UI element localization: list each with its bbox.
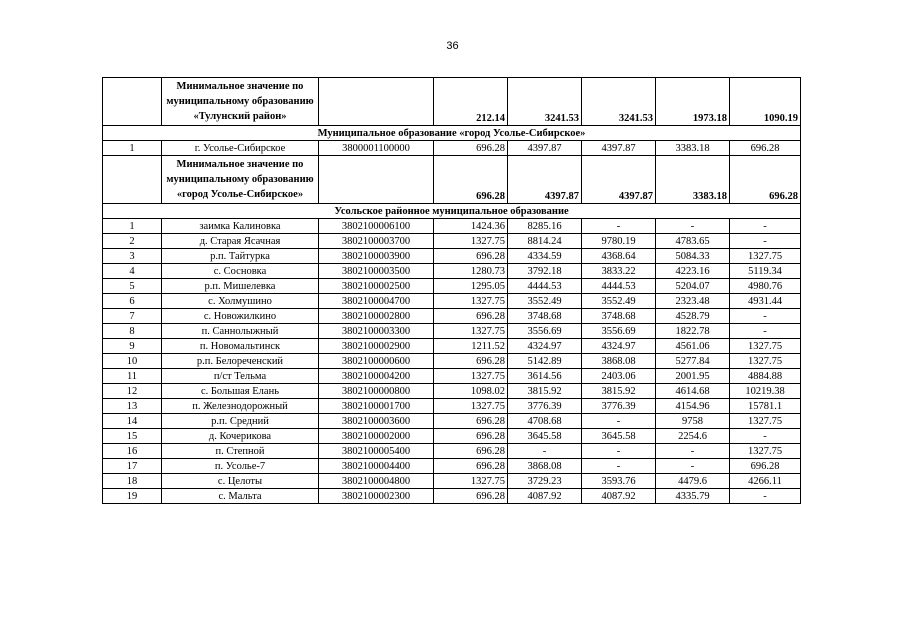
value-cell: 3552.49 (582, 294, 656, 309)
section-title: Муниципальное образование «город Усолье-Сибирское» (103, 126, 801, 141)
value-cell: 696.28 (434, 354, 508, 369)
value-cell: 1424.36 (434, 219, 508, 234)
row-number: 13 (103, 399, 162, 414)
settlement-code: 3802100000600 (319, 354, 434, 369)
value-cell: 2323.48 (656, 294, 730, 309)
settlement-code: 3802100002900 (319, 339, 434, 354)
value-cell: 1327.75 (434, 369, 508, 384)
settlement-name: с. Целоты (162, 474, 319, 489)
value-cell: 3776.39 (582, 399, 656, 414)
min-value-row (103, 156, 801, 204)
min-value-cell: 1973.18 (656, 78, 730, 126)
settlement-code: 3802100003900 (319, 249, 434, 264)
settlement-name: п. Саннолыжный (162, 324, 319, 339)
value-cell: 696.28 (434, 489, 508, 504)
table-row (103, 399, 801, 414)
row-number: 9 (103, 339, 162, 354)
row-number: 12 (103, 384, 162, 399)
settlement-code: 3802100002500 (319, 279, 434, 294)
page-number: 36 (446, 40, 459, 52)
value-cell: - (582, 414, 656, 429)
value-cell: 696.28 (434, 249, 508, 264)
value-cell: 5084.33 (656, 249, 730, 264)
table-row (103, 459, 801, 474)
table-row (103, 489, 801, 504)
settlement-name: с. Мальта (162, 489, 319, 504)
settlement-code: 3802100004800 (319, 474, 434, 489)
settlement-name: п. Железнодорожный (162, 399, 319, 414)
settlement-name: п. Степной (162, 444, 319, 459)
value-cell: 4561.06 (656, 339, 730, 354)
value-cell: 1327.75 (730, 249, 801, 264)
table-row (103, 414, 801, 429)
min-value-label: Минимальное значение по муниципальному образованию «город Усолье-Сибирское» (162, 156, 319, 204)
row-number: 17 (103, 459, 162, 474)
settlement-name: с. Большая Елань (162, 384, 319, 399)
value-cell: 1327.75 (434, 474, 508, 489)
code-cell (319, 78, 434, 126)
value-cell: 3868.08 (508, 459, 582, 474)
table-row (103, 309, 801, 324)
value-cell: 1327.75 (730, 339, 801, 354)
value-cell: 4266.11 (730, 474, 801, 489)
table-row (103, 294, 801, 309)
min-value-cell: 696.28 (730, 156, 801, 204)
settlement-name: р.п. Тайтурка (162, 249, 319, 264)
settlement-code: 3802100005400 (319, 444, 434, 459)
value-cell: 696.28 (434, 429, 508, 444)
row-number: 19 (103, 489, 162, 504)
settlement-code: 3802100003700 (319, 234, 434, 249)
value-cell: 3729.23 (508, 474, 582, 489)
table-row (103, 279, 801, 294)
section-header-row (103, 126, 801, 141)
min-value-cell: 3241.53 (508, 78, 582, 126)
value-cell: 3593.76 (582, 474, 656, 489)
value-cell: 4444.53 (508, 279, 582, 294)
value-cell: 3868.08 (582, 354, 656, 369)
row-number: 6 (103, 294, 162, 309)
settlement-name: заимка Калиновка (162, 219, 319, 234)
value-cell: - (730, 489, 801, 504)
value-cell: 1822.78 (656, 324, 730, 339)
value-cell: - (730, 234, 801, 249)
value-cell: 3748.68 (508, 309, 582, 324)
settlement-code: 3802100003300 (319, 324, 434, 339)
settlement-code: 3802100003600 (319, 414, 434, 429)
value-cell: 3776.39 (508, 399, 582, 414)
value-cell: 8814.24 (508, 234, 582, 249)
settlement-name: д. Старая Ясачная (162, 234, 319, 249)
row-number: 5 (103, 279, 162, 294)
value-cell: 1327.75 (730, 444, 801, 459)
value-cell: 3552.49 (508, 294, 582, 309)
min-value-cell: 212.14 (434, 78, 508, 126)
settlement-name: п. Усолье-7 (162, 459, 319, 474)
value-cell: 4397.87 (508, 141, 582, 156)
value-cell: 1327.75 (434, 234, 508, 249)
value-cell: 5142.89 (508, 354, 582, 369)
value-cell: - (730, 309, 801, 324)
value-cell: 696.28 (730, 141, 801, 156)
table-row (103, 369, 801, 384)
value-cell: 5119.34 (730, 264, 801, 279)
code-cell (319, 156, 434, 204)
value-cell: 4368.64 (582, 249, 656, 264)
value-cell: - (656, 444, 730, 459)
settlement-name: р.п. Средний (162, 414, 319, 429)
settlement-name: р.п. Белореченский (162, 354, 319, 369)
row-number: 1 (103, 141, 162, 156)
table-row (103, 141, 801, 156)
row-number: 8 (103, 324, 162, 339)
value-cell: 5277.84 (656, 354, 730, 369)
min-value-cell: 4397.87 (582, 156, 656, 204)
value-cell: 2001.95 (656, 369, 730, 384)
value-cell: 1327.75 (434, 294, 508, 309)
value-cell: 3645.58 (582, 429, 656, 444)
row-number: 18 (103, 474, 162, 489)
value-cell: - (508, 444, 582, 459)
value-cell: 1295.05 (434, 279, 508, 294)
value-cell: 3556.69 (582, 324, 656, 339)
table-row (103, 354, 801, 369)
settlement-code: 3802100000800 (319, 384, 434, 399)
row-number: 14 (103, 414, 162, 429)
value-cell: 696.28 (434, 309, 508, 324)
row-number: 7 (103, 309, 162, 324)
value-cell: 696.28 (730, 459, 801, 474)
settlement-name: п/ст Тельма (162, 369, 319, 384)
row-number: 10 (103, 354, 162, 369)
settlement-name: с. Новожилкино (162, 309, 319, 324)
value-cell: - (730, 429, 801, 444)
value-cell: 4444.53 (582, 279, 656, 294)
value-cell: 696.28 (434, 141, 508, 156)
row-number-cell (103, 78, 162, 126)
settlement-name: р.п. Мишелевка (162, 279, 319, 294)
value-cell: 8285.16 (508, 219, 582, 234)
value-cell: 696.28 (434, 444, 508, 459)
settlement-name: д. Кочерикова (162, 429, 319, 444)
min-value-row (103, 78, 801, 126)
table-row (103, 324, 801, 339)
row-number: 11 (103, 369, 162, 384)
value-cell: 2403.06 (582, 369, 656, 384)
value-cell: 1327.75 (730, 414, 801, 429)
value-cell: 10219.38 (730, 384, 801, 399)
row-number: 15 (103, 429, 162, 444)
value-cell: 1327.75 (730, 354, 801, 369)
table-row (103, 234, 801, 249)
row-number: 16 (103, 444, 162, 459)
value-cell: 3815.92 (508, 384, 582, 399)
value-cell: 9758 (656, 414, 730, 429)
value-cell: 4884.88 (730, 369, 801, 384)
min-value-cell: 1090.19 (730, 78, 801, 126)
settlement-code: 3802100002300 (319, 489, 434, 504)
min-value-cell: 696.28 (434, 156, 508, 204)
settlement-code: 3802100004700 (319, 294, 434, 309)
value-cell: 696.28 (434, 459, 508, 474)
value-cell: 4783.65 (656, 234, 730, 249)
table-row (103, 219, 801, 234)
settlement-code: 3800001100000 (319, 141, 434, 156)
value-cell: 3645.58 (508, 429, 582, 444)
value-cell: 1327.75 (434, 399, 508, 414)
settlement-code: 3802100002800 (319, 309, 434, 324)
tariff-table (102, 77, 801, 504)
value-cell: 3556.69 (508, 324, 582, 339)
settlement-name: с. Холмушино (162, 294, 319, 309)
value-cell: 5204.07 (656, 279, 730, 294)
table-row (103, 429, 801, 444)
section-header-row (103, 204, 801, 219)
value-cell: 4479.6 (656, 474, 730, 489)
value-cell: 15781.1 (730, 399, 801, 414)
value-cell: 4708.68 (508, 414, 582, 429)
value-cell: 3792.18 (508, 264, 582, 279)
table-row (103, 384, 801, 399)
settlement-code: 3802100003500 (319, 264, 434, 279)
value-cell: 3383.18 (656, 141, 730, 156)
settlement-code: 3802100002000 (319, 429, 434, 444)
min-value-cell: 4397.87 (508, 156, 582, 204)
value-cell: 4335.79 (656, 489, 730, 504)
table-row (103, 339, 801, 354)
settlement-name: г. Усолье-Сибирское (162, 141, 319, 156)
value-cell: 4980.76 (730, 279, 801, 294)
value-cell: - (730, 219, 801, 234)
value-cell: 3815.92 (582, 384, 656, 399)
value-cell: - (582, 459, 656, 474)
section-title: Усольское районное муниципальное образование (103, 204, 801, 219)
value-cell: 3614.56 (508, 369, 582, 384)
value-cell: 696.28 (434, 414, 508, 429)
value-cell: 4397.87 (582, 141, 656, 156)
row-number: 3 (103, 249, 162, 264)
row-number-cell (103, 156, 162, 204)
value-cell: 4154.96 (656, 399, 730, 414)
value-cell: 4334.59 (508, 249, 582, 264)
value-cell: 2254.6 (656, 429, 730, 444)
value-cell: 4324.97 (582, 339, 656, 354)
table-row (103, 264, 801, 279)
value-cell: 4087.92 (508, 489, 582, 504)
value-cell: 1098.02 (434, 384, 508, 399)
value-cell: 9780.19 (582, 234, 656, 249)
value-cell: 1327.75 (434, 324, 508, 339)
settlement-code: 3802100004400 (319, 459, 434, 474)
row-number: 4 (103, 264, 162, 279)
table-row (103, 474, 801, 489)
value-cell: 4087.92 (582, 489, 656, 504)
min-value-cell: 3241.53 (582, 78, 656, 126)
value-cell: 4223.16 (656, 264, 730, 279)
settlement-name: п. Новомальтинск (162, 339, 319, 354)
value-cell: - (582, 444, 656, 459)
settlement-code: 3802100001700 (319, 399, 434, 414)
row-number: 2 (103, 234, 162, 249)
value-cell: 3748.68 (582, 309, 656, 324)
row-number: 1 (103, 219, 162, 234)
value-cell: 1211.52 (434, 339, 508, 354)
value-cell: - (656, 219, 730, 234)
value-cell: 3833.22 (582, 264, 656, 279)
settlement-name: с. Сосновка (162, 264, 319, 279)
value-cell: 4528.79 (656, 309, 730, 324)
min-value-cell: 3383.18 (656, 156, 730, 204)
value-cell: 4931.44 (730, 294, 801, 309)
value-cell: 4614.68 (656, 384, 730, 399)
value-cell: - (730, 324, 801, 339)
min-value-label: Минимальное значение по муниципальному образованию «Тулунский район» (162, 78, 319, 126)
table-row (103, 444, 801, 459)
value-cell: - (582, 219, 656, 234)
value-cell: 1280.73 (434, 264, 508, 279)
table-row (103, 249, 801, 264)
settlement-code: 3802100004200 (319, 369, 434, 384)
settlement-code: 3802100006100 (319, 219, 434, 234)
value-cell: - (656, 459, 730, 474)
value-cell: 4324.97 (508, 339, 582, 354)
